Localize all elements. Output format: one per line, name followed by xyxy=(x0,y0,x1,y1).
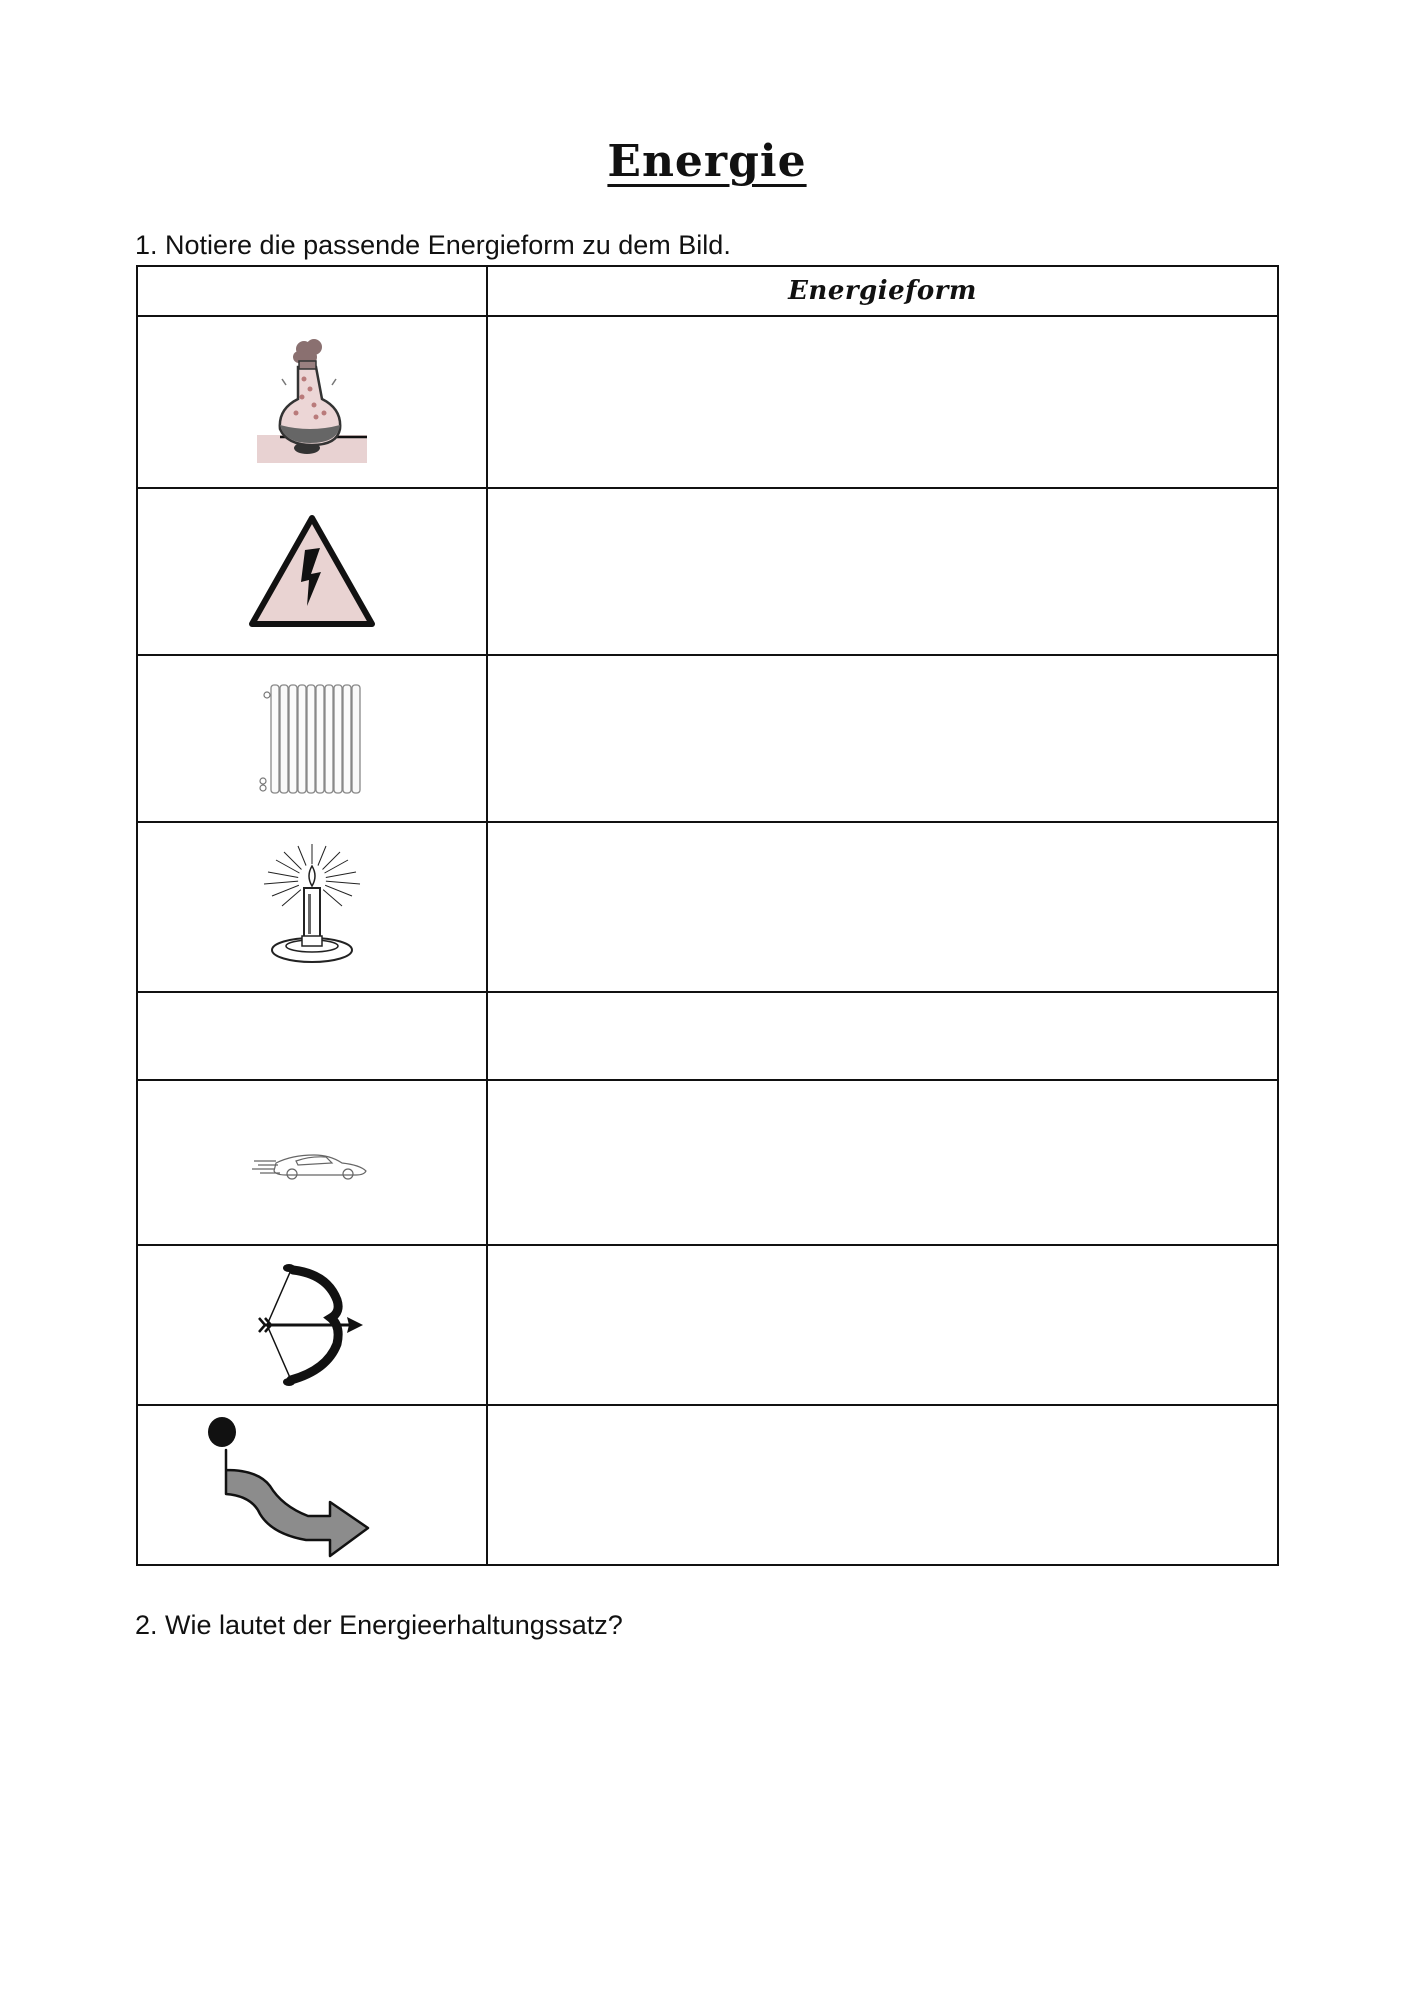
page-title: Energie xyxy=(607,136,807,187)
image-cell xyxy=(137,1245,487,1405)
answer-cell[interactable] xyxy=(487,822,1278,992)
answer-cell[interactable] xyxy=(487,992,1278,1080)
radiator-icon xyxy=(257,679,367,799)
page-title-wrap xyxy=(0,136,1414,187)
image-cell xyxy=(137,655,487,822)
moving-car-icon xyxy=(252,1143,372,1183)
table-row xyxy=(137,822,1278,992)
table-row xyxy=(137,316,1278,488)
table-header-row xyxy=(137,266,1278,316)
image-cell xyxy=(137,822,487,992)
falling-ball-arrow-icon xyxy=(198,1410,398,1560)
image-cell xyxy=(137,1405,487,1565)
candle-light-icon xyxy=(252,842,372,972)
task-1-instruction: 1. Notiere die passende Energieform zu dem Bild. xyxy=(135,230,731,260)
table-row xyxy=(137,655,1278,822)
answer-cell[interactable] xyxy=(487,1405,1278,1565)
image-cell xyxy=(137,488,487,655)
table-row xyxy=(137,1080,1278,1245)
header-image-cell xyxy=(137,266,487,316)
chemical-flask-icon xyxy=(252,337,372,467)
image-cell xyxy=(137,316,487,488)
bow-and-arrow-icon xyxy=(257,1260,367,1390)
energy-form-table xyxy=(136,265,1279,1566)
answer-cell[interactable] xyxy=(487,1080,1278,1245)
answer-cell[interactable] xyxy=(487,316,1278,488)
table-row xyxy=(137,488,1278,655)
image-cell xyxy=(137,992,487,1080)
answer-cell[interactable] xyxy=(487,655,1278,822)
table-row xyxy=(137,1405,1278,1565)
table-row xyxy=(137,1245,1278,1405)
image-cell xyxy=(137,1080,487,1245)
answer-cell[interactable] xyxy=(487,488,1278,655)
electricity-warning-icon xyxy=(247,512,377,632)
task-2-question: 2. Wie lautet der Energieerhaltungssatz? xyxy=(135,1610,623,1640)
table-row xyxy=(137,992,1278,1080)
answer-cell[interactable] xyxy=(487,1245,1278,1405)
header-energieform: Energieform xyxy=(487,266,1278,316)
